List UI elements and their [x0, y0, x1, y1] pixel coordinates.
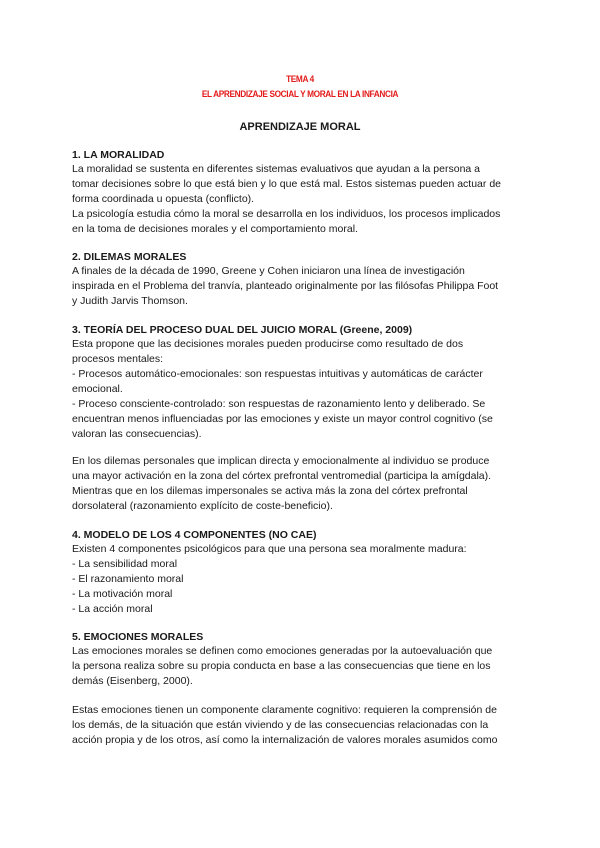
paragraph-line: inspirada en el Problema del tranvía, planteado originalmente por las filósofas Philippa Foot	[72, 280, 499, 292]
section-proceso-dual	[72, 323, 532, 442]
paragraph-line: En los dilemas personales que implican directa y emocionalmente al individuo se produce	[72, 455, 490, 467]
section-emociones-paragraph-2	[72, 703, 532, 748]
paragraph-line: Estas emociones tienen un componente claramente cognitivo: requieren la comprensión de	[72, 704, 497, 716]
topic-subtitle: EL APRENDIZAJE SOCIAL Y MORAL EN LA INFANCIA	[201, 89, 399, 99]
section-title: 5. EMOCIONES MORALES	[72, 631, 204, 643]
paragraph-line: los demás, de la situación que están viviendo y de las consecuencias relacionadas con la	[72, 719, 489, 731]
paragraph-line: La psicología estudia cómo la moral se desarrolla en los individuos, los procesos implicados	[72, 208, 501, 220]
list-item: - El razonamiento moral	[72, 573, 184, 585]
paragraph-line: Las emociones morales se definen como emociones generadas por la autoevaluación que	[72, 645, 493, 657]
section-proceso-dual-paragraph-2	[72, 454, 532, 514]
list-item: - La acción moral	[72, 603, 153, 615]
paragraph-line: A finales de la década de 1990, Greene y Cohen iniciaron una línea de investigación	[72, 265, 465, 277]
section-moralidad	[72, 148, 532, 237]
paragraph-line: dorsolateral (razonamiento explícito de coste-beneficio).	[72, 500, 333, 512]
paragraph-line: Mientras que en los dilemas impersonales se activa más la zona del córtex prefrontal	[72, 485, 468, 497]
paragraph-line: emocional.	[72, 383, 123, 395]
section-title: 1. LA MORALIDAD	[72, 149, 165, 161]
paragraph-line: la persona realiza sobre su propia conducta en base a las consecuencias que tiene en los	[72, 660, 491, 672]
paragraph-line: - Procesos automático-emocionales: son respuestas intuitivas y automáticas de carácter	[72, 368, 483, 380]
list-item: - La sensibilidad moral	[72, 558, 178, 570]
section-dilemas	[72, 250, 532, 309]
paragraph-line: demás (Eisenberg, 2000).	[72, 675, 193, 687]
paragraph-line: valoran las consecuencias).	[72, 428, 202, 440]
paragraph-line: Esta propone que las decisiones morales pueden producirse como resultado de dos	[72, 338, 464, 350]
topic-number: TEMA 4	[286, 74, 314, 84]
paragraph-line: tomar decisiones sobre lo que está bien y lo que está mal. Estos sistemas pueden actuar de	[72, 178, 501, 190]
section-emociones-morales	[72, 630, 532, 689]
page-title: APRENDIZAJE MORAL	[239, 121, 361, 133]
section-title: 3. TEORÍA DEL PROCESO DUAL DEL JUICIO MORAL (Greene, 2009)	[72, 324, 413, 336]
paragraph-line: y Judith Jarvis Thomson.	[72, 295, 188, 307]
paragraph-line: en la toma de decisiones morales y el comportamiento moral.	[72, 223, 358, 235]
paragraph-line: forma coordinada u opuesta (conflicto).	[72, 193, 255, 205]
paragraph-line: La moralidad se sustenta en diferentes sistemas evaluativos que ayudan a la persona a	[72, 163, 481, 175]
section-title: 4. MODELO DE LOS 4 COMPONENTES (NO CAE)	[72, 529, 317, 541]
paragraph-line: una mayor activación en la zona del córtex prefrontal ventromedial (participa la amígdala).	[72, 470, 492, 482]
paragraph-line: - Proceso consciente-controlado: son respuestas de razonamiento lento y deliberado. Se	[72, 398, 486, 410]
paragraph-line: procesos mentales:	[72, 353, 164, 365]
section-title: 2. DILEMAS MORALES	[72, 251, 187, 263]
paragraph-line: Existen 4 componentes psicológicos para que una persona sea moralmente madura:	[72, 543, 467, 555]
paragraph-line: encuentran menos influenciadas por las emociones y existe un mayor control cognitivo (se	[72, 413, 493, 425]
list-item: - La motivación moral	[72, 588, 173, 600]
paragraph-line: acción propia y de los otros, así como la internalización de valores morales asumidos como	[72, 734, 498, 746]
section-modelo-componentes	[72, 528, 532, 617]
